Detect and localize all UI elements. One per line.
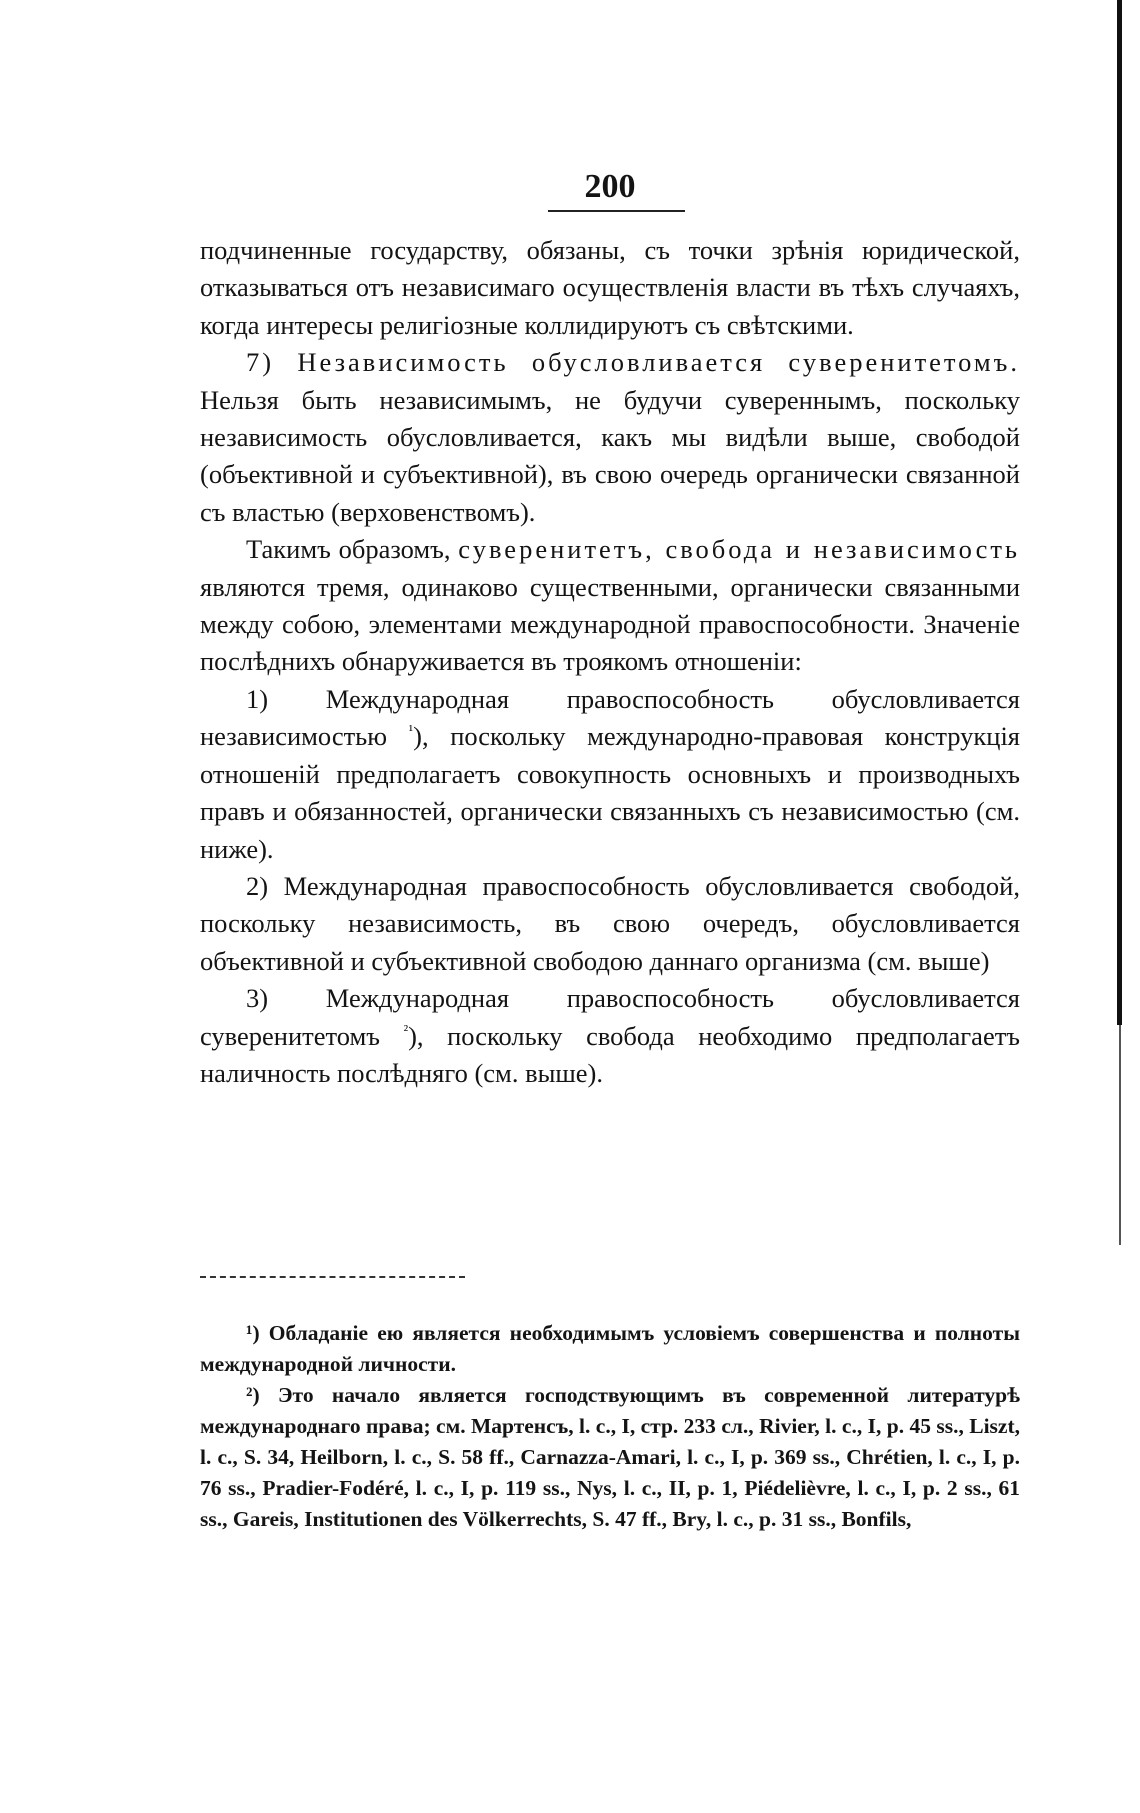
paragraph-point-7 <box>200 344 1020 531</box>
item-3-rest: ), поскольку свобода необходимо предполагаетъ наличность послѣдняго (см. выше). <box>200 1020 1020 1088</box>
footnote-ref-2[interactable]: ² <box>403 1022 409 1039</box>
summary-spaced-terms: суверенитетъ, свобода и независимость <box>458 534 1021 565</box>
footnote-separator <box>200 1276 465 1278</box>
paragraph-item-2: 2) Международная правоспособность обусловливается свободой, поскольку независимость, въ свою очередъ, обусловливается объективной и субъективной свободою даннаго организма (см. выше) <box>200 870 1020 976</box>
point-7-rest: Нельзя быть независимымъ, не будучи сувереннымъ, поскольку независимость обусловливается, какъ мы видѣли выше, свободой (объективной и субъективной), въ свою очередь органически связанной съ властью (верховенствомъ). <box>200 384 1020 527</box>
paragraph-continuation: подчиненные государству, обязаны, съ точки зрѣнія юридической, отказываться отъ независимаго осуществленія власти въ тѣхъ случаяхъ, когда интересы религіозные коллидируютъ съ свѣтскими. <box>200 235 1020 340</box>
page-number: 200 <box>584 168 636 205</box>
page-number-rule <box>548 210 685 212</box>
footnote-2: ²) Это начало является господствующимъ въ современной литературѣ международнаго права; см. Мартенсъ, l. c., I, стр. 233 сл., Rivier, l. c., I, p. 45 ss., Liszt, l. c., S. 34, Heilborn, l. c., S. 58 ff., Carnazza-Amari, l. c., I, p. 369 ss., Chrétien, l. c., I, p. 76 ss., Pradier-Fodéré, l. c., I, p. 119 ss., Nys, l. c., II, p. 1, Piédelièvre, l. c., I, p. 2 ss., 61 ss., Gareis, Institutionen des Völkerrechts, S. 47 ff., Bry, l. c., p. 31 ss., Bonfils, <box>200 1383 1020 1531</box>
main-text <box>200 232 1020 1092</box>
footnotes <box>200 1318 1020 1535</box>
footnote-1: ¹) Обладаніе ею является необходимымъ условіемъ совершенства и полноты международной личности. <box>200 1321 1020 1376</box>
scan-edge-line-lower <box>1119 1025 1121 1245</box>
paragraph-item-3 <box>200 980 1020 1092</box>
point-7-lead: 7) Независимость обусловливается суверенитетомъ. <box>246 347 1020 378</box>
footnote-ref-1[interactable]: ¹ <box>408 723 414 740</box>
summary-rest: являются тремя, одинаково существенными, органически связанными между собою, элементами международной правоспособности. Значеніе послѣднихъ обнаруживается въ троякомъ отношеніи: <box>200 571 1020 677</box>
paragraph-summary <box>200 531 1020 681</box>
item-1-rest: ), поскольку международно-правовая конструкція отношеній предполагаетъ совокупность основныхъ и производныхъ правъ и обязанностей, органически связанныхъ съ независимостью (см. ниже). <box>200 721 1020 864</box>
item-1-start: 1) Международная правоспособность обусловливается независимостью <box>200 683 1020 752</box>
item-3-start: 3) Международная правоспособность обусловливается суверенитетомъ <box>200 983 1020 1051</box>
scan-edge-line <box>1117 0 1122 1025</box>
paragraph-item-1 <box>200 681 1020 868</box>
summary-start: Такимъ образомъ, <box>246 534 459 565</box>
